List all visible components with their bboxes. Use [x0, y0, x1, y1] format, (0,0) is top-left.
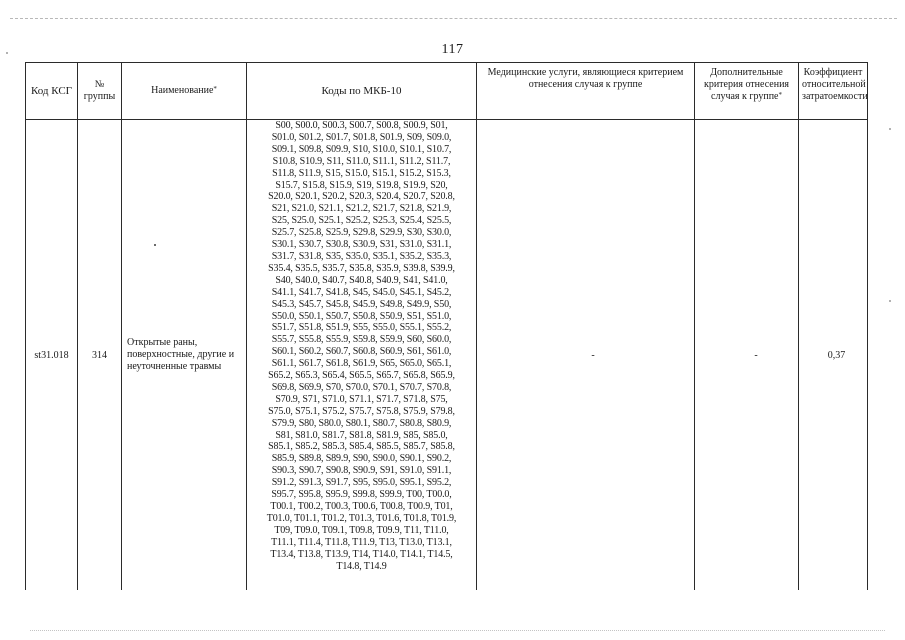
icd-code-line: T14.8, T14.9	[336, 560, 387, 572]
icd-code-line: S85.9, S89.8, S89.9, S90, S90.0, S90.1, S90.2,	[271, 453, 452, 465]
icd-code-line: T01.0, T01.1, T01.2, T01.3, T01.6, T01.8, T01.9,	[266, 512, 457, 524]
icd-code-line: S55.7, S55.8, S55.9, S59.8, S59.9, S60, S60.0,	[271, 334, 452, 346]
scan-speck	[889, 128, 891, 130]
icd-code-line: S45.3, S45.7, S45.8, S45.9, S49.8, S49.9, S50,	[271, 298, 452, 310]
icd-code-line: S31.7, S31.8, S35, S35.0, S35.1, S35.2, S35.3,	[271, 250, 452, 262]
scan-speck	[154, 244, 156, 246]
page-number: 117	[441, 42, 464, 57]
header-icd-codes: Коды по МКБ-10	[247, 63, 477, 120]
icd-code-line: S41.1, S41.7, S41.8, S45, S45.0, S45.1, S45.2,	[271, 286, 452, 298]
header-name-footnote-mark: *	[213, 85, 217, 93]
icd-code-line: S50.0, S50.1, S50.7, S50.8, S50.9, S51, S51.0,	[271, 310, 452, 322]
icd-code-line: S61.1, S61.7, S61.8, S61.9, S65, S65.0, S65.1,	[271, 358, 452, 370]
extra-criteria-cell: -	[695, 120, 799, 591]
icd-code-line: S90.3, S90.7, S90.8, S90.9, S91, S91.0, S91.1,	[271, 465, 452, 477]
header-ksg-code: Код КСГ	[26, 63, 78, 120]
coefficient-cell: 0,37	[799, 120, 868, 591]
icd-code-line: S09.1, S09.8, S09.9, S10, S10.0, S10.1, S10.7,	[271, 143, 452, 155]
header-extra-footnote-mark: *	[778, 91, 782, 99]
icd-code-line: T13.4, T13.8, T13.9, T14, T14.0, T14.1, T14.5,	[270, 548, 453, 560]
ksg-table	[25, 62, 868, 590]
icd-code-line: S00, S00.0, S00.3, S00.7, S00.8, S00.9, S01,	[275, 120, 448, 131]
header-name	[122, 63, 247, 120]
icd-code-line: S30.1, S30.7, S30.8, S30.9, S31, S31.0, S31.1,	[271, 239, 452, 251]
ksg-code-cell: st31.018	[26, 120, 78, 591]
icd-code-line: S70.9, S71, S71.0, S71.1, S71.7, S71.8, S75,	[275, 393, 448, 405]
icd-code-line: S60.1, S60.2, S60.7, S60.8, S60.9, S61, S61.0,	[271, 346, 452, 358]
icd-code-line: S11.8, S11.9, S15, S15.0, S15.1, S15.2, S15.3,	[272, 167, 451, 179]
icd-code-line: S65.2, S65.3, S65.4, S65.5, S65.7, S65.8, S65.9,	[268, 370, 455, 382]
icd-code-line: S25, S25.0, S25.1, S25.2, S25.3, S25.4, S25.5,	[271, 215, 452, 227]
icd-code-line: S20.0, S20.1, S20.2, S20.3, S20.4, S20.7, S20.8,	[268, 191, 455, 203]
icd-codes-cell	[247, 120, 477, 591]
icd-code-line: S15.7, S15.8, S15.9, S19, S19.8, S19.9, S20,	[275, 179, 448, 191]
table-header-row	[26, 63, 868, 120]
icd-code-line: S79.9, S80, S80.0, S80.1, S80.7, S80.8, S80.9,	[271, 417, 452, 429]
scan-speck	[889, 300, 891, 302]
icd-code-line: S75.0, S75.1, S75.2, S75.7, S75.8, S75.9, S79.8,	[268, 405, 455, 417]
icd-code-line: S51.7, S51.8, S51.9, S55, S55.0, S55.1, S55.2,	[271, 322, 452, 334]
header-group-number: № группы	[78, 63, 122, 120]
header-extra-criteria	[695, 63, 799, 120]
icd-code-line: S01.0, S01.2, S01.7, S01.8, S01.9, S09, S09.0,	[271, 131, 452, 143]
medical-services-cell: -	[477, 120, 695, 591]
icd-code-line: S81, S81.0, S81.7, S81.8, S81.9, S85, S85.0,	[275, 429, 448, 441]
icd-code-line: S69.8, S69.9, S70, S70.0, S70.1, S70.7, S70.8,	[271, 381, 452, 393]
icd-code-line: S10.8, S10.9, S11, S11.0, S11.1, S11.2, S11.7,	[272, 155, 451, 167]
header-medical-services: Медицинские услуги, являющиеся критерием отнесения случая к группе	[477, 63, 695, 120]
icd-code-line: S85.1, S85.2, S85.3, S85.4, S85.5, S85.7, S85.8,	[268, 441, 455, 453]
icd-code-line: S91.2, S91.3, S91.7, S95, S95.0, S95.1, S95.2,	[271, 477, 452, 489]
scan-edge-bottom	[30, 630, 885, 631]
scan-edge-top	[10, 18, 897, 19]
icd-code-line: S21, S21.0, S21.1, S21.2, S21.7, S21.8, S21.9,	[271, 203, 452, 215]
icd-code-line: T00.1, T00.2, T00.3, T00.6, T00.8, T00.9, T01,	[270, 501, 453, 512]
icd-code-line: T09, T09.0, T09.1, T09.8, T09.9, T11, T11.0,	[274, 524, 449, 536]
header-extra-label: Дополнительные критерия отнесения случая к группе	[703, 67, 790, 102]
icd-code-line: S35.4, S35.5, S35.7, S35.8, S35.9, S39.8, S39.9,	[268, 262, 455, 274]
group-number-cell: 314	[78, 120, 122, 591]
group-name-cell: Открытые раны, поверхностные, другие и неуточненные травмы	[122, 120, 247, 591]
header-coefficient: Коэффициент относительной затратоемкости	[799, 63, 868, 120]
header-name-label: Наименование	[151, 85, 214, 96]
table-row	[26, 120, 868, 591]
icd-code-line: S25.7, S25.8, S25.9, S29.8, S29.9, S30, S30.0,	[271, 227, 452, 239]
icd-code-line: S40, S40.0, S40.7, S40.8, S40.9, S41, S41.0,	[275, 274, 448, 286]
icd-code-line: S95.7, S95.8, S95.9, S99.8, S99.9, T00, T00.0,	[271, 489, 452, 501]
icd-code-line: T11.1, T11.4, T11.8, T11.9, T13, T13.0, T13.1,	[271, 536, 452, 548]
